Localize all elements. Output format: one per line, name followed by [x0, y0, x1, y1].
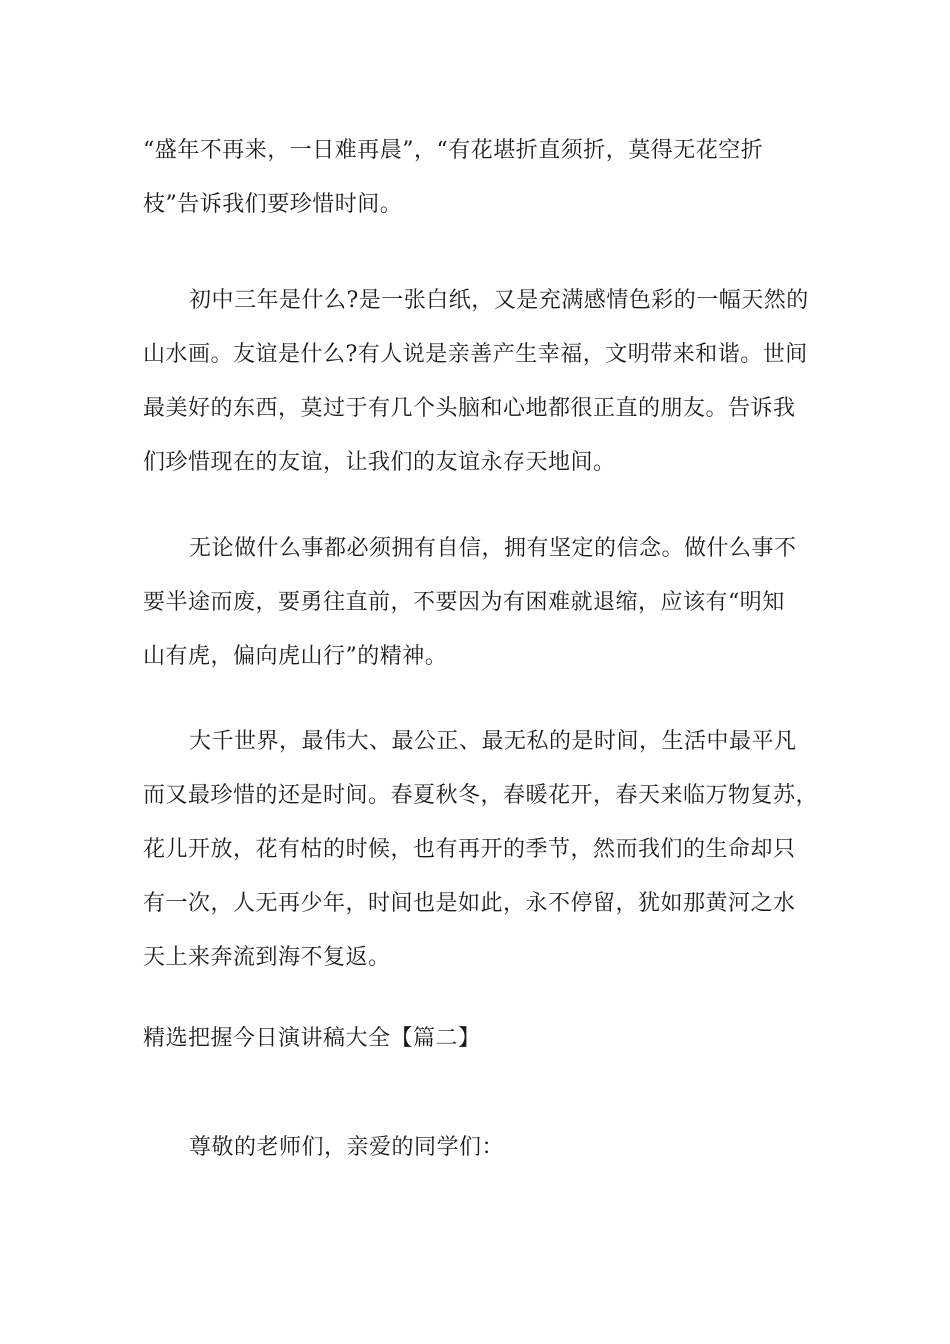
- paragraph-line: 大千世界，最伟大、最公正、最无私的是时间，生活中最平凡: [189, 729, 797, 754]
- paragraph-line: 而又最珍惜的还是时间。春夏秋冬，春暖花开，春天来临万物复苏，: [143, 783, 819, 808]
- paragraph-line: 花儿开放，花有枯的时候，也有再开的季节，然而我们的生命却只: [143, 837, 796, 862]
- paragraph-1: [143, 124, 823, 232]
- paragraph-line: 们珍惜现在的友谊，让我们的友谊永存天地间。: [143, 450, 616, 475]
- paragraph-3: [143, 522, 823, 684]
- paragraph-line: 最美好的东西，莫过于有几个头脑和心地都很正直的朋友。告诉我: [143, 396, 796, 421]
- paragraph-line: 天上来奔流到海不复返。: [143, 945, 391, 970]
- greeting: 尊敬的老师们，亲爱的同学们：: [189, 1135, 505, 1160]
- paragraph-line: 初中三年是什么?是一张白纸，又是充满感情色彩的一幅天然的: [189, 288, 809, 313]
- paragraph-2: [143, 274, 823, 490]
- paragraph-line: 无论做什么事都必须拥有自信，拥有坚定的信念。做什么事不: [189, 536, 797, 561]
- paragraph-line: 有一次，人无再少年，时间也是如此，永不停留，犹如那黄河之水: [143, 891, 796, 916]
- paragraph-4: [143, 715, 823, 985]
- section-heading-block: [143, 1012, 823, 1066]
- section-heading: 精选把握今日演讲稿大全【篇二】: [143, 1026, 481, 1051]
- paragraph-line: 山水画。友谊是什么?有人说是亲善产生幸福，文明带来和谐。世间: [143, 342, 808, 367]
- paragraph-line: “盛年不再来，一日难再晨”，“有花堪折直须折，莫得无花空折: [143, 138, 764, 163]
- paragraph-line: 枝”告诉我们要珍惜时间。: [143, 192, 403, 217]
- greeting-block: [143, 1121, 823, 1175]
- paragraph-line: 要半途而废，要勇往直前，不要因为有困难就退缩，应该有“明知: [143, 590, 785, 615]
- paragraph-line: 山有虎，偏向虎山行”的精神。: [143, 644, 448, 669]
